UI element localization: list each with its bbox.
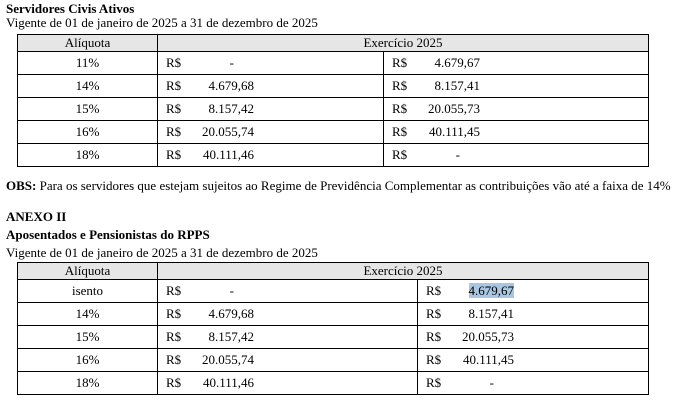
currency-label: R$ bbox=[166, 55, 182, 70]
table-row bbox=[18, 75, 649, 98]
table-row bbox=[18, 349, 649, 372]
range-from-cell bbox=[158, 326, 418, 349]
currency-label: R$ bbox=[166, 124, 182, 139]
range-from-cell bbox=[158, 121, 384, 144]
range-to-value: 40.111,45 bbox=[462, 352, 514, 367]
table-row bbox=[18, 280, 649, 303]
range-from-cell bbox=[158, 372, 418, 395]
range-from-cell bbox=[158, 98, 384, 121]
currency-label: R$ bbox=[166, 101, 182, 116]
range-to-value: 8.157,41 bbox=[434, 78, 480, 93]
range-to-cell bbox=[384, 121, 649, 144]
range-to-cell bbox=[418, 349, 649, 372]
table-row bbox=[18, 303, 649, 326]
currency-label: R$ bbox=[392, 55, 408, 70]
range-to-cell bbox=[384, 52, 649, 75]
range-from-value: 20.055,74 bbox=[202, 352, 254, 367]
section1-validity: Vigente de 01 de janeiro de 2025 a 31 de dezembro de 2025 bbox=[6, 15, 318, 30]
range-to-value: 8.157,41 bbox=[468, 306, 514, 321]
range-from-value: - bbox=[229, 55, 234, 70]
rate-cell: 15% bbox=[18, 326, 158, 349]
range-from-value: - bbox=[229, 283, 234, 298]
col-header-year: Exercício 2025 bbox=[158, 263, 649, 280]
range-to-cell bbox=[384, 98, 649, 121]
rate-cell: 18% bbox=[18, 372, 158, 395]
range-from-cell bbox=[158, 52, 384, 75]
currency-label: R$ bbox=[426, 375, 442, 390]
section2-validity: Vigente de 01 de janeiro de 2025 a 31 de dezembro de 2025 bbox=[6, 245, 318, 260]
table-row bbox=[18, 52, 649, 75]
range-to-value bbox=[454, 284, 514, 298]
range-from-value: 4.679,68 bbox=[208, 306, 254, 321]
range-to-value: 20.055,73 bbox=[428, 101, 480, 116]
range-from-value: 4.679,68 bbox=[208, 78, 254, 93]
table-header-row bbox=[18, 35, 649, 52]
col-header-rate: Alíquota bbox=[18, 35, 158, 52]
table-row bbox=[18, 372, 649, 395]
currency-label: R$ bbox=[166, 306, 182, 321]
currency-label: R$ bbox=[166, 329, 182, 344]
currency-label: R$ bbox=[392, 101, 408, 116]
obs-note bbox=[6, 179, 678, 193]
rate-cell: 14% bbox=[18, 75, 158, 98]
range-to-cell bbox=[384, 144, 649, 167]
range-to-cell bbox=[418, 303, 649, 326]
col-header-rate: Alíquota bbox=[18, 263, 158, 280]
range-from-value: 40.111,46 bbox=[202, 375, 254, 390]
section2-table bbox=[17, 262, 649, 395]
currency-label: R$ bbox=[426, 329, 442, 344]
range-from-cell bbox=[158, 303, 418, 326]
currency-label: R$ bbox=[426, 352, 442, 367]
range-to-value: 20.055,73 bbox=[462, 329, 514, 344]
obs-text: Para os servidores que estejam sujeitos ao Regime de Previdência Complementar as contribuições vão até a faixa de 14% bbox=[36, 178, 671, 193]
currency-label: R$ bbox=[392, 147, 408, 162]
currency-label: R$ bbox=[426, 306, 442, 321]
range-from-cell bbox=[158, 349, 418, 372]
range-to-cell bbox=[418, 280, 649, 303]
rate-cell: 16% bbox=[18, 121, 158, 144]
currency-label: R$ bbox=[166, 375, 182, 390]
range-to-value: 4.679,67 bbox=[434, 55, 480, 70]
section1-title: Servidores Civis Ativos bbox=[6, 1, 135, 16]
range-to-value: - bbox=[489, 375, 494, 390]
currency-label: R$ bbox=[392, 124, 408, 139]
annex-heading: ANEXO II bbox=[6, 209, 67, 224]
currency-label: R$ bbox=[166, 283, 182, 298]
currency-label: R$ bbox=[392, 78, 408, 93]
range-from-cell bbox=[158, 144, 384, 167]
table-header-row bbox=[18, 263, 649, 280]
range-from-value: 40.111,46 bbox=[202, 147, 254, 162]
section1-table bbox=[17, 34, 649, 167]
table-row bbox=[18, 144, 649, 167]
rate-cell: 16% bbox=[18, 349, 158, 372]
table-row bbox=[18, 121, 649, 144]
table-row bbox=[18, 326, 649, 349]
rate-cell: 11% bbox=[18, 52, 158, 75]
rate-cell: 15% bbox=[18, 98, 158, 121]
currency-label: R$ bbox=[166, 78, 182, 93]
range-to-cell bbox=[418, 372, 649, 395]
rate-cell: isento bbox=[18, 280, 158, 303]
range-from-cell bbox=[158, 280, 418, 303]
section2-title: Aposentados e Pensionistas do RPPS bbox=[6, 227, 210, 242]
range-to-value: - bbox=[455, 147, 460, 162]
rate-cell: 14% bbox=[18, 303, 158, 326]
range-to-value: 40.111,45 bbox=[428, 124, 480, 139]
rate-cell: 18% bbox=[18, 144, 158, 167]
col-header-year: Exercício 2025 bbox=[158, 35, 649, 52]
range-from-value: 8.157,42 bbox=[208, 101, 254, 116]
range-to-cell bbox=[418, 326, 649, 349]
currency-label: R$ bbox=[166, 352, 182, 367]
obs-label: OBS: bbox=[6, 178, 37, 193]
selected-text-highlight: 4.679,67 bbox=[468, 283, 514, 298]
range-from-value: 20.055,74 bbox=[202, 124, 254, 139]
currency-label: R$ bbox=[166, 147, 182, 162]
range-to-cell bbox=[384, 75, 649, 98]
range-from-value: 8.157,42 bbox=[208, 329, 254, 344]
currency-label: R$ bbox=[426, 283, 442, 298]
range-from-cell bbox=[158, 75, 384, 98]
table-row bbox=[18, 98, 649, 121]
